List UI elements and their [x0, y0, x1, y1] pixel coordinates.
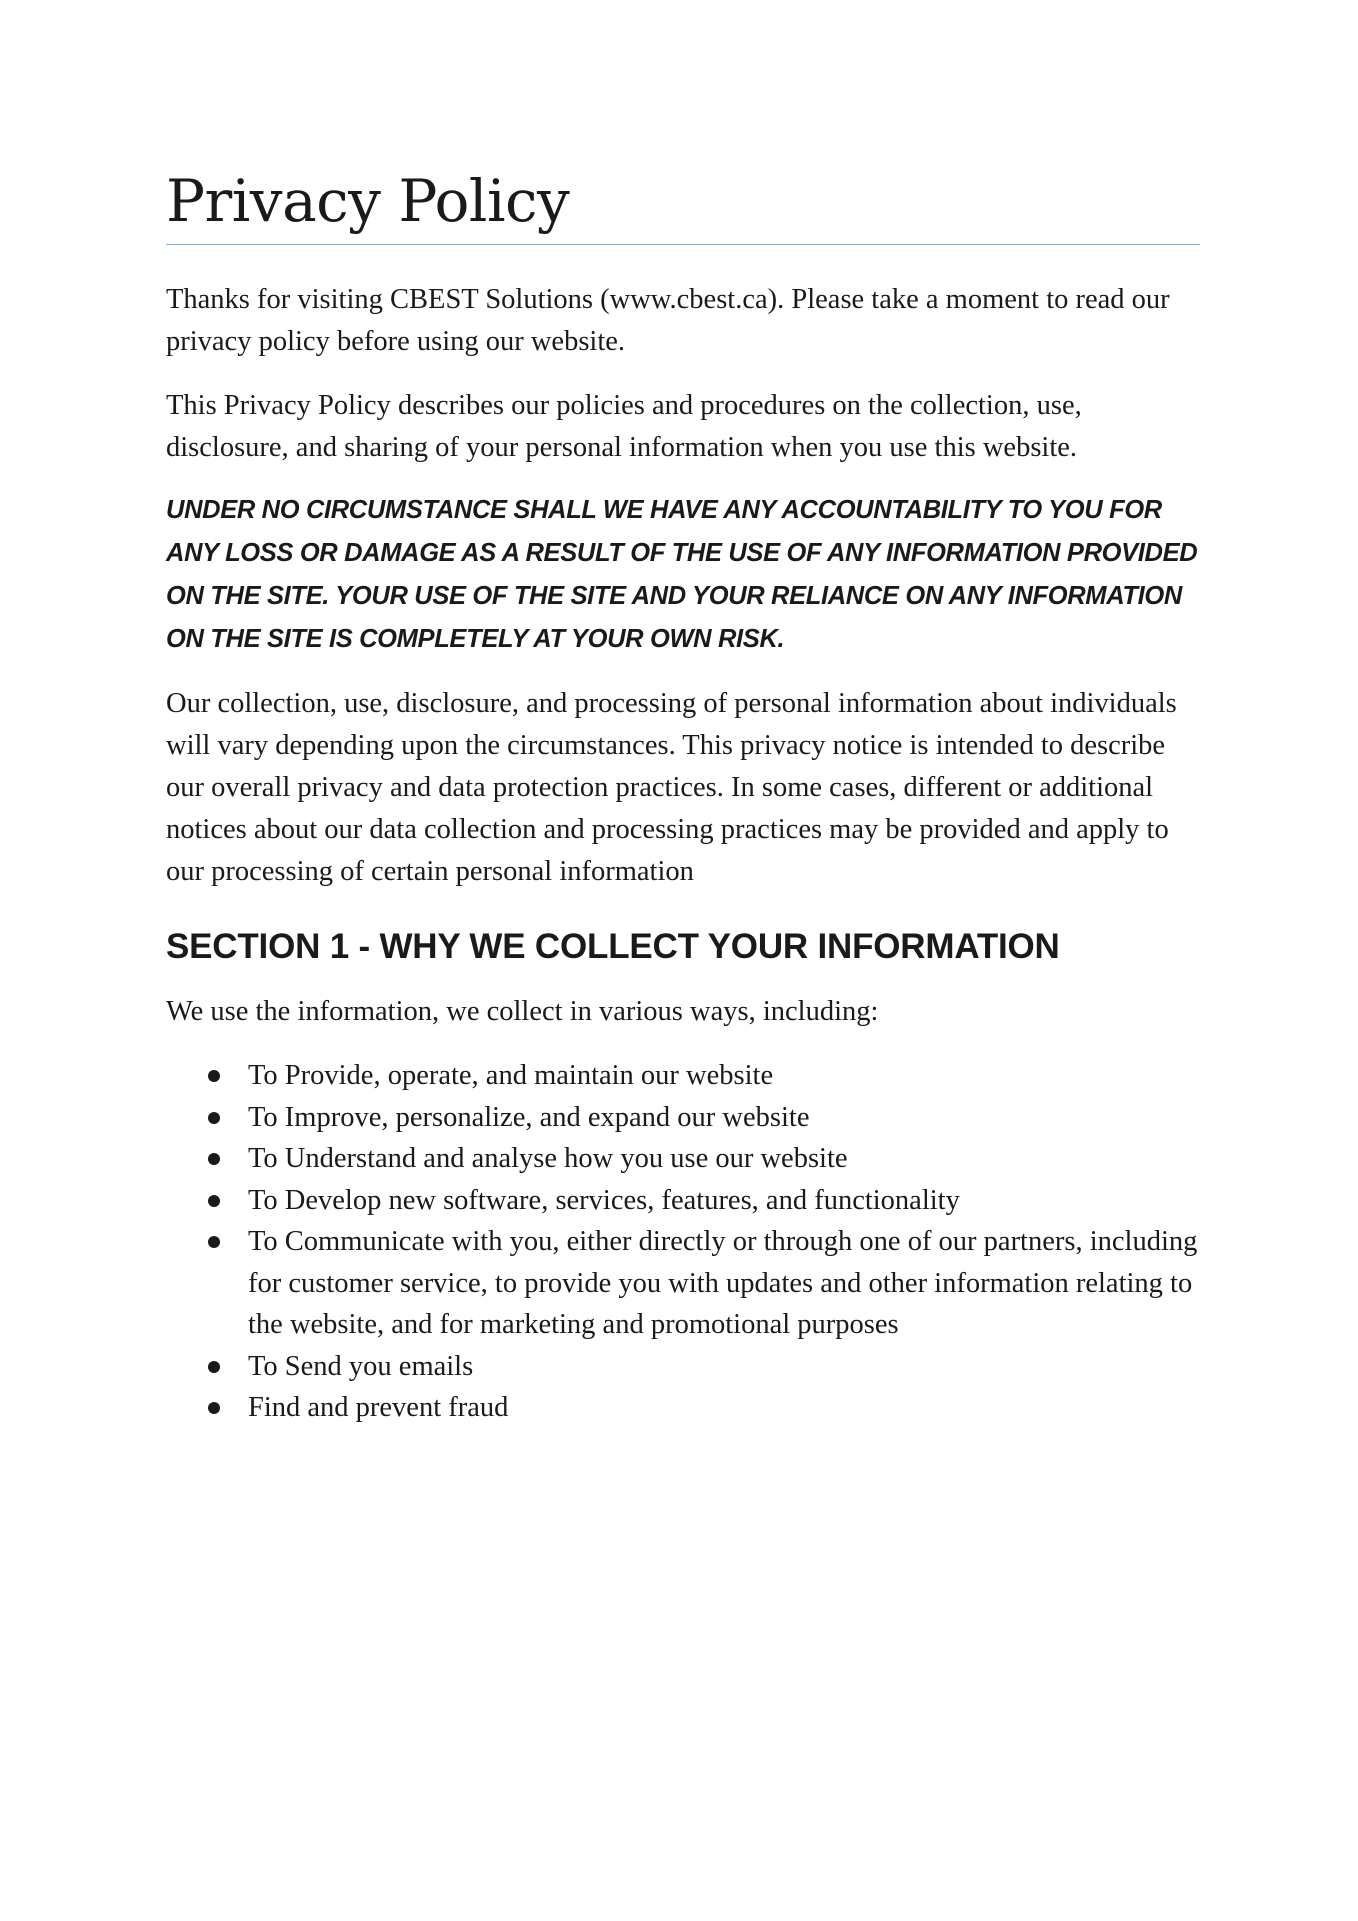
list-item-text: To Understand and analyse how you use our website [248, 1143, 848, 1174]
description-paragraph: This Privacy Policy describes our policies and procedures on the collection, use, disclosure, and sharing of your personal information when you use this website. [166, 390, 1082, 463]
document-page [166, 160, 1200, 1429]
page-title: Privacy Policy [166, 172, 1200, 245]
list-item-text: To Send you emails [248, 1350, 474, 1382]
bullet-icon [208, 1112, 220, 1124]
collection-paragraph: Our collection, use, disclosure, and processing of personal information about individuals will vary depending upon the circumstances. This privacy notice is intended to describe our overall privacy and data protection practices. In some cases, different or additional notices about our data collection and processing practices may be provided and apply to our processing of certain personal information [166, 688, 1177, 887]
list-item [166, 1221, 1200, 1346]
bullet-icon [208, 1361, 220, 1373]
section-1-intro: We use the information, we collect in various ways, including: [166, 996, 879, 1027]
bullet-icon [208, 1236, 220, 1248]
list-item-text: Find and prevent fraud [248, 1392, 509, 1423]
list-item [166, 1097, 1200, 1139]
list-item-text: To Communicate with you, either directly or through one of our partners, including for customer service, to provide you with updates and other information relating to the website, and for marketing and promotional purposes [248, 1226, 1198, 1340]
list-item [166, 1055, 1200, 1097]
list-item [166, 1346, 1200, 1388]
bullet-icon [208, 1402, 220, 1414]
bullet-icon [208, 1195, 220, 1207]
section-1-heading: SECTION 1 - WHY WE COLLECT YOUR INFORMATION [166, 927, 1060, 966]
list-item-text: To Improve, personalize, and expand our website [248, 1101, 810, 1133]
intro-paragraph: Thanks for visiting CBEST Solutions (www.cbest.ca). Please take a moment to read our privacy policy before using our website. [166, 284, 1170, 357]
bullet-icon [208, 1070, 220, 1082]
liability-disclaimer: UNDER NO CIRCUMSTANCE SHALL WE HAVE ANY ACCOUNTABILITY TO YOU FOR ANY LOSS OR DAMAGE AS A RESULT OF THE USE OF ANY INFORMATION PROVIDED ON THE SITE. YOUR USE OF THE SITE AND YOUR RELIANCE ON ANY INFORMATION ON THE SITE IS COMPLETELY AT YOUR OWN RISK. [166, 496, 1198, 653]
usage-list [166, 1055, 1200, 1429]
list-item-text: To Provide, operate, and maintain our website [248, 1060, 774, 1091]
list-item [166, 1180, 1200, 1222]
list-item [166, 1387, 1200, 1429]
list-item [166, 1138, 1200, 1180]
list-item-text: To Develop new software, services, features, and functionality [248, 1184, 960, 1216]
bullet-icon [208, 1153, 220, 1165]
